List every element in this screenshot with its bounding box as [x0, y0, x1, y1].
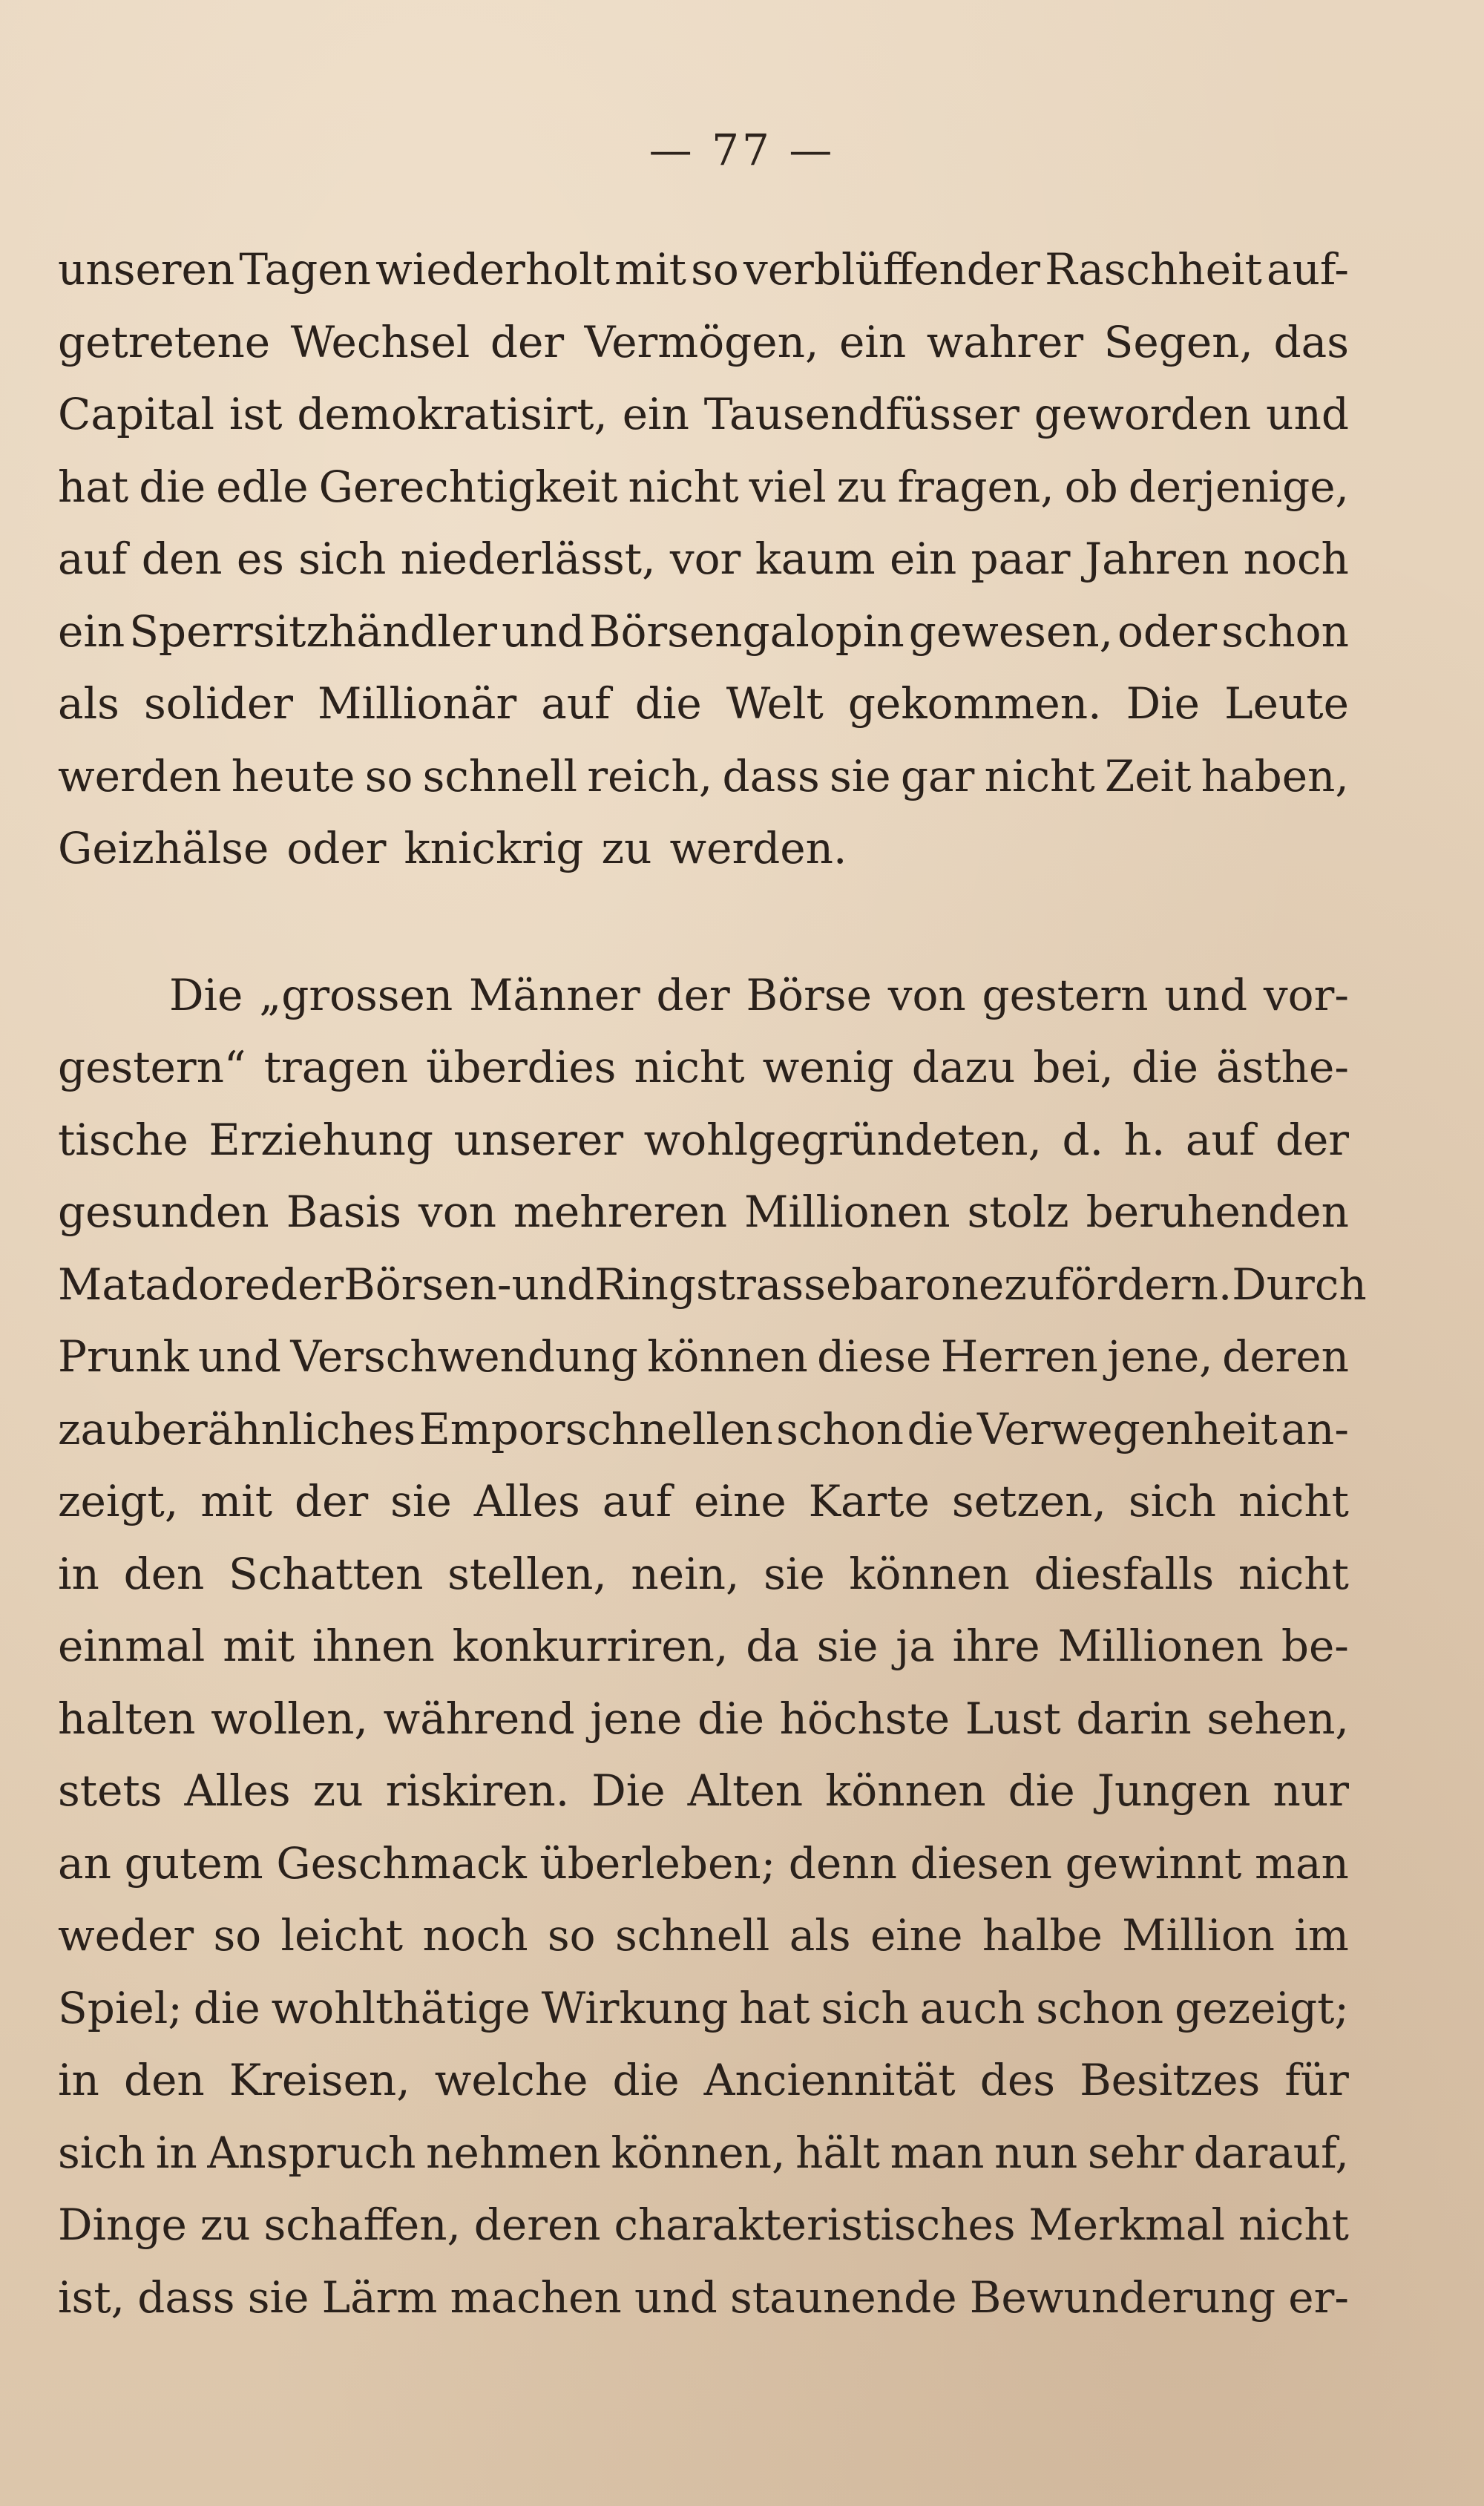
- word: nicht: [634, 1042, 745, 1092]
- word: deren: [1222, 1331, 1349, 1382]
- word: Emporschnellen: [418, 1403, 773, 1454]
- word: auf: [1185, 1114, 1255, 1165]
- word: Leute: [1224, 678, 1349, 729]
- word: dass: [722, 750, 820, 801]
- word: er-: [1288, 2272, 1349, 2323]
- text-line: [58, 596, 1349, 669]
- text-line: [58, 1683, 1349, 1756]
- word: niederlässt,: [400, 534, 656, 584]
- body-text: [58, 234, 1367, 2334]
- word: auf: [541, 678, 611, 729]
- word: Welt: [726, 678, 824, 729]
- text-line: [58, 1972, 1349, 2045]
- word: das: [1273, 316, 1349, 367]
- word: nicht: [1238, 2200, 1349, 2250]
- word: oder: [1117, 606, 1218, 657]
- word: gewinnt: [1065, 1837, 1242, 1889]
- word: demokratisirt,: [297, 389, 608, 439]
- word: fragen,: [897, 461, 1054, 512]
- word: verblüffender: [743, 244, 1040, 295]
- word: können,: [611, 2127, 786, 2178]
- word: gezeigt;: [1175, 1982, 1349, 2033]
- word: leicht: [280, 1910, 404, 1961]
- word: diesen: [910, 1837, 1053, 1889]
- word: schaffen,: [263, 2200, 461, 2250]
- word: Kreisen,: [229, 2055, 410, 2105]
- word: auch: [919, 1982, 1025, 2033]
- word: und: [198, 1331, 281, 1382]
- word: zu: [312, 1765, 364, 1816]
- word: die: [634, 678, 702, 729]
- word: gesunden: [58, 1187, 269, 1237]
- word: schnell: [614, 1910, 770, 1961]
- word: ist: [229, 389, 283, 439]
- text-line: [58, 306, 1349, 379]
- word: reich,: [587, 750, 713, 801]
- word: Tagen: [239, 244, 371, 295]
- word: mit: [614, 244, 686, 295]
- word: sich: [1128, 1476, 1216, 1526]
- word: sehr: [1087, 2127, 1184, 2178]
- word: konkurriren,: [452, 1621, 729, 1671]
- word: zeigt,: [58, 1476, 179, 1526]
- word: machen: [450, 2272, 622, 2323]
- word: da: [746, 1621, 799, 1671]
- word: Capital: [58, 389, 215, 439]
- text-line: [58, 1466, 1349, 1538]
- word: die: [1008, 1765, 1075, 1816]
- word: darauf,: [1193, 2127, 1349, 2178]
- word: Schatten: [229, 1548, 424, 1599]
- text-line: [58, 1031, 1349, 1104]
- word: Million: [1122, 1910, 1275, 1961]
- text-line: [58, 234, 1349, 306]
- word: knickrig: [404, 823, 584, 873]
- word: höchste: [779, 1693, 951, 1744]
- word: des: [979, 2055, 1055, 2105]
- word: Millionen: [744, 1187, 951, 1237]
- word: an: [58, 1837, 111, 1889]
- word: eine: [870, 1910, 963, 1961]
- word: halbe: [982, 1910, 1103, 1961]
- word: Erziehung: [209, 1114, 433, 1165]
- word: man: [890, 2127, 985, 2178]
- word: Millionen: [1057, 1621, 1264, 1671]
- word: Spiel;: [58, 1982, 183, 2033]
- word: während: [383, 1693, 575, 1744]
- text-line: [58, 668, 1349, 741]
- word: sich: [58, 2127, 146, 2178]
- word: zu: [601, 823, 652, 873]
- word: auf: [58, 534, 128, 584]
- text-line: [58, 1394, 1349, 1466]
- word: ästhe-: [1216, 1042, 1349, 1092]
- word: hat: [739, 1982, 810, 2033]
- word: staunende: [730, 2272, 957, 2323]
- word: sehen,: [1206, 1693, 1349, 1744]
- word: sie: [247, 2272, 309, 2323]
- word: so: [691, 244, 739, 295]
- text-line: [58, 1828, 1349, 1900]
- word: als: [789, 1910, 851, 1961]
- word: in: [58, 2055, 99, 2105]
- word: von: [418, 1187, 496, 1237]
- word: fördern.: [1054, 1259, 1232, 1310]
- word: beruhenden: [1086, 1187, 1349, 1237]
- word: die: [1131, 1042, 1198, 1092]
- text-line: [58, 2189, 1349, 2262]
- text-line: [58, 1610, 1349, 1683]
- word: Besitzes: [1080, 2055, 1261, 2105]
- word: die: [193, 1982, 260, 2033]
- word: vor: [669, 534, 741, 584]
- text-line: [58, 1538, 1349, 1611]
- word: halten: [58, 1693, 196, 1744]
- word: Matadore: [58, 1259, 270, 1310]
- word: wiederholt: [375, 244, 610, 295]
- word: hält: [795, 2127, 880, 2178]
- word: wahrer: [926, 316, 1084, 367]
- word: wollen,: [211, 1693, 368, 1744]
- word: Verschwendung: [290, 1331, 638, 1382]
- word: unseren: [58, 244, 235, 295]
- word: nicht: [984, 750, 1095, 801]
- paragraph-1: [58, 234, 1349, 885]
- word: dass: [137, 2272, 235, 2323]
- word: einmal: [58, 1621, 206, 1671]
- text-line: [58, 1104, 1349, 1177]
- word: riskiren.: [385, 1765, 570, 1816]
- word: mehreren: [513, 1187, 728, 1237]
- word: Ringstrassebarone: [594, 1259, 1005, 1310]
- word: deren: [473, 2200, 601, 2250]
- word: gutem: [124, 1837, 263, 1889]
- word: Alles: [184, 1765, 291, 1816]
- word: vor-: [1263, 969, 1349, 1020]
- word: Börsengalopin: [588, 606, 904, 657]
- word: können: [825, 1765, 986, 1816]
- word: Lärm: [321, 2272, 438, 2323]
- word: der: [295, 1476, 369, 1526]
- word: heute: [231, 750, 355, 801]
- word: dazu: [911, 1042, 1016, 1092]
- word: überleben;: [539, 1837, 776, 1889]
- word: sich: [298, 534, 387, 584]
- text-line: [58, 1900, 1349, 1972]
- word: Anciennität: [703, 2055, 956, 2105]
- text-line: [58, 813, 1349, 885]
- word: unserer: [453, 1114, 624, 1165]
- word: und: [511, 1259, 595, 1310]
- word: als: [58, 678, 119, 729]
- word: weder: [58, 1910, 194, 1961]
- word: zu: [200, 2200, 251, 2250]
- word: Durch: [1232, 1259, 1367, 1310]
- word: mit: [223, 1621, 295, 1671]
- word: Geizhälse: [58, 823, 269, 873]
- word: Sperrsitzhändler: [129, 606, 498, 657]
- word: nicht: [1238, 1548, 1349, 1599]
- word: haben,: [1201, 750, 1349, 801]
- word: ist,: [58, 2272, 125, 2323]
- word: denn: [788, 1837, 897, 1889]
- word: derjenige,: [1128, 461, 1349, 512]
- word: Die: [1126, 678, 1201, 729]
- text-line: [58, 1176, 1349, 1249]
- text-line: [58, 1755, 1349, 1828]
- word: nur: [1273, 1765, 1349, 1816]
- paragraph-2: [58, 960, 1367, 2335]
- word: Gerechtigkeit: [318, 461, 618, 512]
- word: den: [141, 534, 223, 584]
- word: ja: [896, 1621, 935, 1671]
- word: nein,: [631, 1548, 740, 1599]
- word: so: [547, 1910, 596, 1961]
- word: in: [58, 1548, 99, 1599]
- word: gestern“: [58, 1042, 246, 1092]
- word: ihre: [952, 1621, 1040, 1671]
- word: hat: [58, 461, 129, 512]
- word: Bewunderung: [969, 2272, 1276, 2323]
- word: d.: [1062, 1114, 1104, 1165]
- word: die: [612, 2055, 680, 2105]
- word: Alten: [687, 1765, 804, 1816]
- word: Herren: [940, 1331, 1098, 1382]
- word: oder: [286, 823, 387, 873]
- word: tische: [58, 1114, 188, 1165]
- word: be-: [1281, 1621, 1349, 1671]
- word: jene,: [1107, 1331, 1213, 1382]
- word: zu: [836, 461, 887, 512]
- word: nun: [994, 2127, 1078, 2178]
- text-line: [58, 1249, 1367, 1322]
- text-line: [58, 2262, 1349, 2335]
- word: auf: [602, 1476, 672, 1526]
- word: nicht: [628, 461, 739, 512]
- word: Anspruch: [207, 2127, 416, 2178]
- word: Männer: [469, 969, 640, 1020]
- word: gewesen,: [908, 606, 1114, 657]
- word: sie: [816, 1621, 879, 1671]
- word: Basis: [286, 1187, 401, 1237]
- word: Dinge: [58, 2200, 187, 2250]
- word: welche: [434, 2055, 588, 2105]
- word: paar: [971, 534, 1071, 584]
- word: Wechsel: [290, 316, 470, 367]
- word: schnell: [422, 750, 578, 801]
- text-line: [58, 1321, 1349, 1394]
- word: den: [123, 1548, 205, 1599]
- word: zauberähnliches: [58, 1403, 416, 1454]
- word: ihnen: [312, 1621, 435, 1671]
- text-line: [58, 523, 1349, 596]
- word: noch: [422, 1910, 528, 1961]
- word: edle: [216, 461, 309, 512]
- word: schon: [776, 1403, 904, 1454]
- word: Die: [591, 1765, 666, 1816]
- word: Börsen-: [344, 1259, 512, 1310]
- word: diese: [817, 1331, 932, 1382]
- word: sie: [390, 1476, 452, 1526]
- word: geworden: [1034, 389, 1252, 439]
- word: schon: [1036, 1982, 1164, 2033]
- text-line: [58, 2117, 1349, 2190]
- word: Jungen: [1097, 1765, 1251, 1816]
- word: stolz: [967, 1187, 1069, 1237]
- word: Raschheit: [1045, 244, 1262, 295]
- word: ein: [889, 534, 957, 584]
- word: mit: [200, 1476, 273, 1526]
- word: Zeit: [1104, 750, 1192, 801]
- word: die: [907, 1403, 974, 1454]
- word: werden.: [669, 823, 847, 873]
- word: Tausendfüsser: [703, 389, 1020, 439]
- word: Vermögen,: [584, 316, 819, 367]
- word: gestern: [982, 969, 1149, 1020]
- word: so: [213, 1910, 262, 1961]
- word: die: [697, 1693, 764, 1744]
- text-line: [58, 960, 1349, 1032]
- word: gar: [900, 750, 975, 801]
- word: und: [634, 2272, 718, 2323]
- word: stellen,: [447, 1548, 607, 1599]
- word: zu: [1004, 1259, 1055, 1310]
- word: Lust: [965, 1693, 1061, 1744]
- word: h.: [1123, 1114, 1166, 1165]
- word: sich: [821, 1982, 909, 2033]
- word: Wirkung: [541, 1982, 729, 2033]
- paragraph-gap: [58, 885, 1349, 960]
- word: und: [1266, 389, 1349, 439]
- word: überdies: [426, 1042, 617, 1092]
- word: wohlgegründeten,: [643, 1114, 1042, 1165]
- word: so: [364, 750, 413, 801]
- word: Karte: [808, 1476, 930, 1526]
- word: der: [269, 1259, 344, 1310]
- word: den: [123, 2055, 205, 2105]
- word: von: [887, 969, 966, 1020]
- word: noch: [1243, 534, 1349, 584]
- word: Die: [169, 969, 243, 1020]
- word: solider: [143, 678, 293, 729]
- word: ein: [622, 389, 689, 439]
- word: in: [155, 2127, 197, 2178]
- word: ein: [838, 316, 907, 367]
- word: charakteristisches: [614, 2200, 1016, 2250]
- word: man: [1254, 1837, 1349, 1889]
- word: Segen,: [1103, 316, 1253, 367]
- word: Verwegenheit: [977, 1403, 1278, 1454]
- word: ob: [1064, 461, 1118, 512]
- word: Alles: [473, 1476, 580, 1526]
- text-line: [58, 451, 1349, 524]
- text-line: [58, 378, 1349, 451]
- text-line: [58, 741, 1349, 813]
- word: Prunk: [58, 1331, 189, 1382]
- word: Börse: [746, 969, 872, 1020]
- word: eine: [694, 1476, 787, 1526]
- word: wohlthätige: [271, 1982, 531, 2033]
- word: der: [1275, 1114, 1349, 1165]
- word: tragen: [263, 1042, 409, 1092]
- word: Millionär: [318, 678, 517, 729]
- word: nehmen: [426, 2127, 601, 2178]
- word: für: [1284, 2055, 1349, 2105]
- word: stets: [58, 1765, 162, 1816]
- word: können: [849, 1548, 1010, 1599]
- word: es: [236, 534, 284, 584]
- word: sie: [829, 750, 891, 801]
- page-number: — 77 —: [649, 125, 835, 175]
- word: bei,: [1033, 1042, 1114, 1092]
- word: nicht: [1238, 1476, 1349, 1526]
- word: werden: [58, 750, 222, 801]
- word: und: [502, 606, 585, 657]
- text-line: [58, 2044, 1349, 2117]
- word: schon: [1221, 606, 1349, 657]
- word: Jahren: [1084, 534, 1229, 584]
- word: wenig: [762, 1042, 894, 1092]
- word: können: [647, 1331, 808, 1382]
- word: diesfalls: [1034, 1548, 1215, 1599]
- word: setzen,: [951, 1476, 1106, 1526]
- word: ein: [58, 606, 125, 657]
- word: der: [490, 316, 565, 367]
- word: und: [1164, 969, 1248, 1020]
- word: sie: [764, 1548, 825, 1599]
- word: im: [1294, 1910, 1349, 1961]
- word: kaum: [755, 534, 876, 584]
- word: Geschmack: [276, 1837, 527, 1889]
- word: gekommen.: [847, 678, 1102, 729]
- word: die: [139, 461, 206, 512]
- word: „grossen: [259, 969, 453, 1020]
- word: darin: [1076, 1693, 1192, 1744]
- word: getretene: [58, 316, 271, 367]
- word: jene: [590, 1693, 683, 1744]
- word: viel: [749, 461, 827, 512]
- word: auf-: [1267, 244, 1349, 295]
- word: Merkmal: [1028, 2200, 1226, 2250]
- word: der: [656, 969, 730, 1020]
- word: an-: [1281, 1403, 1349, 1454]
